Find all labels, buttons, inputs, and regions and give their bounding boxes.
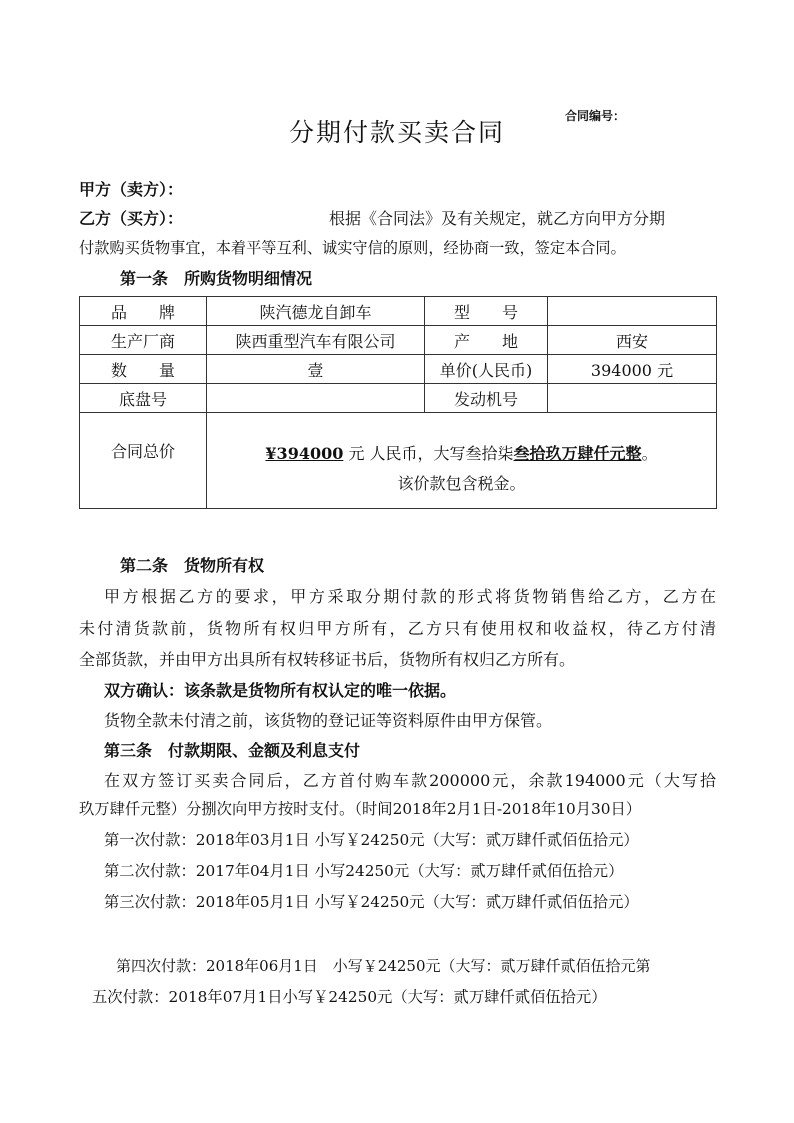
- cell: [548, 384, 717, 413]
- intro-line: 付款购买货物事宜，本着平等互利、诚实守信的原则，经协商一致，签定本合同。: [79, 239, 626, 257]
- intro-line: 根据《合同法》及有关规定，就乙方向甲方分期: [329, 209, 666, 228]
- cell: 西安: [548, 326, 717, 355]
- cell: [548, 297, 717, 326]
- table-row: [80, 413, 717, 509]
- article1-heading: 第一条 所购货物明细情况: [120, 269, 313, 288]
- page-title: 分期付款买卖合同: [288, 118, 505, 147]
- custody-line: 货物全款未付清之前，该货物的登记证等资料原件由甲方保管。: [104, 711, 553, 730]
- total-upper: 叁拾玖万肆仟元整: [513, 443, 642, 463]
- seller-label: 甲方（卖方）：: [79, 180, 184, 199]
- contract-number-label: 合同编号：: [565, 109, 626, 123]
- tax-note: 该价款包含税金。: [397, 473, 526, 493]
- paragraph-line: 甲方根据乙方的要求，甲方采取分期付款的形式将货物销售给乙方，乙方在: [104, 587, 716, 606]
- table-row: [80, 384, 717, 413]
- paragraph-line: 未付清货款前，货物所有权归甲方所有，乙方只有使用权和收益权，待乙方付清: [79, 619, 716, 638]
- table-row: [80, 326, 717, 355]
- cell: 394000 元: [548, 355, 717, 384]
- article3-heading: 第三条 付款期限、金额及利息支付: [104, 741, 361, 760]
- cell: 陕西重型汽车有限公司: [207, 326, 425, 355]
- table-row: [80, 297, 717, 326]
- payment-line: 第二次付款：2017年04月1日 小写24250元（大写：贰万肆仟贰佰伍拾元）: [104, 862, 624, 880]
- buyer-label: 乙方（买方）：: [79, 209, 184, 228]
- goods-table: [79, 296, 717, 509]
- table-row: [80, 355, 717, 384]
- payment-line: 第四次付款：2018年06月1日 小写￥24250元（大写：贰万肆仟贰佰伍拾元第: [116, 957, 651, 975]
- cell: 产 地: [425, 326, 548, 355]
- cell: [207, 384, 425, 413]
- cell: 单价(人民币): [425, 355, 548, 384]
- cell: 数 量: [80, 355, 207, 384]
- cell: 生产厂商: [80, 326, 207, 355]
- payment-line: 第一次付款：2018年03月1日 小写￥24250元（大写：贰万肆仟贰佰伍拾元）: [104, 831, 639, 849]
- cell: 底盘号: [80, 384, 207, 413]
- cell: 陕汽德龙自卸车: [207, 297, 425, 326]
- total-amount: ¥394000: [265, 443, 344, 463]
- payment-line: 第三次付款：2018年05月1日 小写￥24250元（大写：贰万肆仟贰佰伍拾元）: [104, 893, 639, 911]
- payment-line: 五次付款：2018年07月1日小写￥24250元（大写：贰万肆仟贰佰伍拾元）: [92, 988, 607, 1006]
- total-end: 。: [641, 443, 658, 463]
- paragraph-line: 玖万肆仟元整）分捌次向甲方按时支付。（时间2018年2月1日-2018年10月30日）: [79, 800, 642, 818]
- total-text: 元 人民币，大写叁拾柒: [343, 443, 514, 463]
- paragraph-line: 全部货款，并由甲方出具所有权转移证书后，货物所有权归乙方所有。: [79, 650, 576, 669]
- cell: 品 牌: [80, 297, 207, 326]
- cell: 发动机号: [425, 384, 548, 413]
- total-price-label: 合同总价: [80, 413, 207, 509]
- cell: 壹: [207, 355, 425, 384]
- total-price-cell: [207, 413, 717, 509]
- confirm-line: 双方确认：该条款是货物所有权认定的唯一依据。: [104, 681, 457, 700]
- article2-heading: 第二条 货物所有权: [120, 556, 265, 575]
- paragraph-line: 在双方签订买卖合同后，乙方首付购车款200000元，余款194000元（大写拾: [104, 771, 716, 790]
- cell: 型 号: [425, 297, 548, 326]
